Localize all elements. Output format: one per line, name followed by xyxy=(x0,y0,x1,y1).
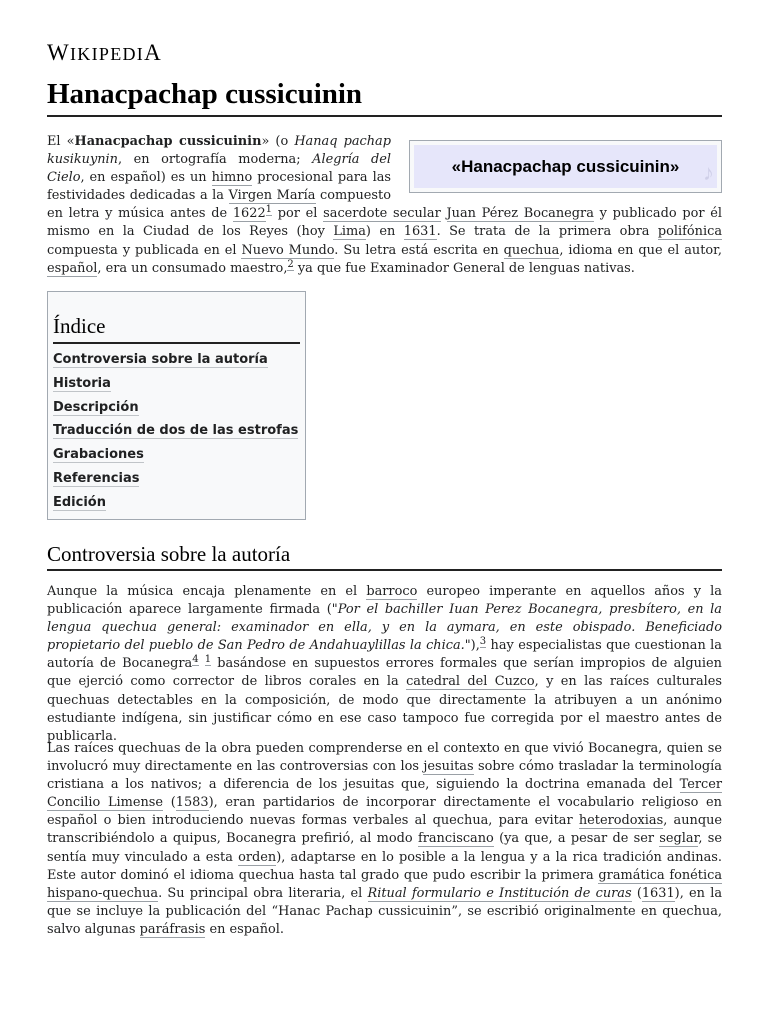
link-himno[interactable]: himno xyxy=(211,170,253,186)
toc-item-descripcion[interactable]: Descripción xyxy=(53,399,139,415)
wikipedia-wordmark[interactable]: WIKIPEDIA xyxy=(47,40,163,65)
link-tercer-concilio-limense[interactable]: Tercer Concilio Limense xyxy=(47,777,722,811)
link-sacerdote-secular[interactable]: sacerdote secular xyxy=(323,206,441,222)
toc-item-controversia[interactable]: Controversia sobre la autoría xyxy=(53,352,268,367)
toc-item-grabaciones[interactable]: Grabaciones xyxy=(53,447,144,463)
reference-4[interactable]: 4 xyxy=(192,654,199,666)
toc-item-traduccion[interactable]: Traducción de dos de las estrofas xyxy=(53,423,299,439)
toc-item-edicion[interactable]: Edición xyxy=(53,494,106,510)
intro-paragraph: El «Hanacpachap cussicuinin» (o Hanaq pachap kusikuynin, en ortografía moderna; Alegría del Cielo, en español) es un himno procesional para las festividades dedicadas a la Virgen María compuesto en letra y música antes de 1622$^1$ por el sacerdote secular Juan Pérez Bocanegra y publicado por él mismo en la Ciudad de los Reyes (hoy Lima) en 1631. Se trata de la primera obra polifónica compuesta y publicada en el Nuevo Mundo. Su letra está escrita en quechua, idioma en que el autor, español, era un consumado maestro,$^2$ ya que fue Examinador General de lenguas nativas. xyxy=(47,134,723,276)
link-catedral-del-cuzco[interactable]: catedral del Cuzco xyxy=(406,674,535,690)
page-title: Hanacpachap cussicuinin xyxy=(47,78,722,117)
link-polifonica[interactable]: polifónica xyxy=(657,224,723,240)
music-note-icon: ♪ xyxy=(703,160,714,185)
link-gramatica-fonetica[interactable]: gramática fonética hispano-quechua xyxy=(47,867,723,901)
reference-1[interactable]: 1 xyxy=(265,204,273,216)
toc-item-referencias[interactable]: Referencias xyxy=(53,470,140,486)
link-virgen-maria[interactable]: Virgen María xyxy=(228,188,316,204)
link-1631[interactable]: 1631 xyxy=(403,224,437,240)
link-1583[interactable]: 1583 xyxy=(175,795,209,811)
article-subject: Hanacpachap cussicuinin xyxy=(74,134,262,149)
publication-quote: Por el bachiller Iuan Perez Bocanegra, presbítero, en la lengua quechua general: examinador en ella, y en la aymara, en este obispado. Beneficiado propietario del pueblo de San Pedro de Andahuaylillas la chica. xyxy=(47,602,722,654)
table-of-contents xyxy=(47,291,306,520)
link-1622[interactable]: 1622 xyxy=(232,206,266,222)
link-jesuitas[interactable]: jesuitas xyxy=(423,759,474,775)
link-ritual-formulario[interactable]: Ritual formulario e Institución de curas xyxy=(367,885,632,901)
intro-section xyxy=(47,133,722,278)
toc-item-historia[interactable]: Historia xyxy=(53,375,111,391)
link-nuevo-mundo[interactable]: Nuevo Mundo xyxy=(241,242,335,258)
infobox-heading xyxy=(414,145,717,188)
paragraph-controversia-1: Aunque la música encaja plenamente en el barroco europeo imperante en aquellos años y la publicación aparece largamente firmada ("Por el bachiller Iuan Perez Bocanegra, presbítero, en la lengua quechua general: examinador en ella, y en la aymara, en este obispado. Beneficiado propietario del pueblo de San Pedro de Andahuaylillas la chica."),$^3$ hay especialistas que cuestionan la autoría de Bocanegra$^4$ $^1$ basándose en supuestos errores formales que serían impropios de alguien que ejerció como corrector de libros corales en la catedral del Cuzco, y en las raíces culturales quechuas detectables en la composición, de modo que directamente la atribuyen a un anónimo estudiante indígena, sin justificar cómo en ese caso tampoco fue corregida por el maestro antes de publicarla. xyxy=(47,584,723,744)
link-parafrasis[interactable]: paráfrasis xyxy=(139,921,206,937)
infobox xyxy=(409,140,722,193)
reference-2[interactable]: 2 xyxy=(287,258,294,270)
link-heterodoxias[interactable]: heterodoxias xyxy=(578,813,664,829)
infobox-title: «Hanacpachap cussicuinin» xyxy=(451,156,680,176)
link-barroco[interactable]: barroco xyxy=(366,584,418,599)
paragraph-controversia-2: Las raíces quechuas de la obra pueden comprenderse en el contexto en que vivió Bocanegra, quien se involucró muy directamente en las controversias con los jesuitas sobre cómo trasladar la terminología cristiana a los nativos; a diferencia de los jesuitas que, siguiendo la doctrina emanada del Tercer Concilio Limense (1583), eran partidarios de incorporar directamente el vocabulario religioso en español o bien introduciendo nuevas formas verbales al quechua, para evitar heterodoxias, aunque transcribiéndolo a quipus, Bocanegra prefirió, al modo franciscano (ya que, a pesar de ser seglar, se sentía muy vinculado a esta orden), adaptarse en lo posible a la lengua y a la rica tradición andinas. Este autor dominó el idioma quechua hasta tal grado que pudo escribir la primera gramática fonética hispano-quechua. Su principal obra literaria, el Ritual formulario e Institución de curas (1631), en la que se incluye la publicación del “Hanac Pachap cussicuinin”, se escribió originalmente en quechua, salvo algunas paráfrasis en español. xyxy=(47,741,723,937)
link-juan-perez-bocanegra[interactable]: Juan Pérez Bocanegra xyxy=(446,206,594,222)
link-seglar[interactable]: seglar xyxy=(659,831,699,847)
toc-title: Índice xyxy=(53,314,300,344)
link-lima[interactable]: Lima xyxy=(333,224,366,240)
link-orden[interactable]: orden xyxy=(238,849,277,865)
reference-3[interactable]: 3 xyxy=(479,636,487,648)
link-quechua[interactable]: quechua xyxy=(503,242,560,258)
link-1631-b[interactable]: 1631 xyxy=(641,885,675,901)
link-espanol[interactable]: español xyxy=(47,260,98,276)
link-franciscano[interactable]: franciscano xyxy=(417,831,494,847)
reference-1b[interactable]: 1 xyxy=(204,654,212,666)
section-heading-controversia: Controversia sobre la autoría xyxy=(47,542,722,571)
